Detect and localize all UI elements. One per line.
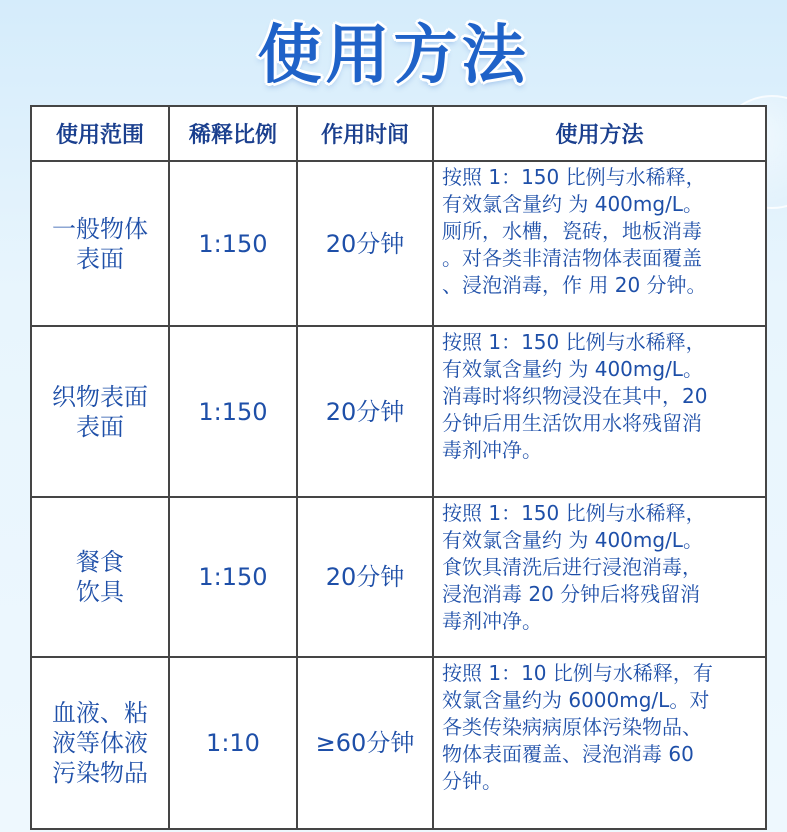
- cell-time: 20分钟: [297, 161, 433, 326]
- cell-method: 按照 1：150 比例与水稀释， 有效氯含量约 为 400mg/L。 食饮具清洗后进行浸泡消毒， 浸泡消毒 20 分钟后将残留消 毒剂冲净。: [433, 497, 766, 657]
- cell-method: 按照 1：150 比例与水稀释， 有效氯含量约 为 400mg/L。 厕所，水槽，瓷砖，地板消毒 。对各类非清洁物体表面覆盖 、浸泡消毒，作 用 20 分钟。: [433, 161, 766, 326]
- usage-table: [30, 105, 767, 830]
- cell-method: 按照 1：150 比例与水稀释， 有效氯含量约 为 400mg/L。 消毒时将织物浸没在其中，20 分钟后用生活饮用水将残留消 毒剂冲净。: [433, 326, 766, 497]
- table-row: [31, 326, 766, 497]
- cell-time: 20分钟: [297, 497, 433, 657]
- header-ratio: 稀释比例: [169, 106, 297, 161]
- header-scope: 使用范围: [31, 106, 169, 161]
- cell-ratio: 1:150: [169, 161, 297, 326]
- cell-ratio: 1:150: [169, 497, 297, 657]
- table-header-row: [31, 106, 766, 161]
- cell-scope: 织物表面 表面: [31, 326, 169, 497]
- cell-scope: 血液、粘 液等体液 污染物品: [31, 657, 169, 829]
- cell-scope: 餐食 饮具: [31, 497, 169, 657]
- table-row: [31, 497, 766, 657]
- page-title: 使用方法: [257, 19, 530, 93]
- cell-time: 20分钟: [297, 326, 433, 497]
- header-time: 作用时间: [297, 106, 433, 161]
- cell-time: ≥60分钟: [297, 657, 433, 829]
- table-row: [31, 161, 766, 326]
- cell-ratio: 1:10: [169, 657, 297, 829]
- cell-method: 按照 1：10 比例与水稀释，有 效氯含量约为 6000mg/L。对 各类传染病病原体污染物品、 物体表面覆盖、浸泡消毒 60 分钟。: [433, 657, 766, 829]
- cell-scope: 一般物体 表面: [31, 161, 169, 326]
- cell-ratio: 1:150: [169, 326, 297, 497]
- table-row: [31, 657, 766, 829]
- header-method: 使用方法: [433, 106, 766, 161]
